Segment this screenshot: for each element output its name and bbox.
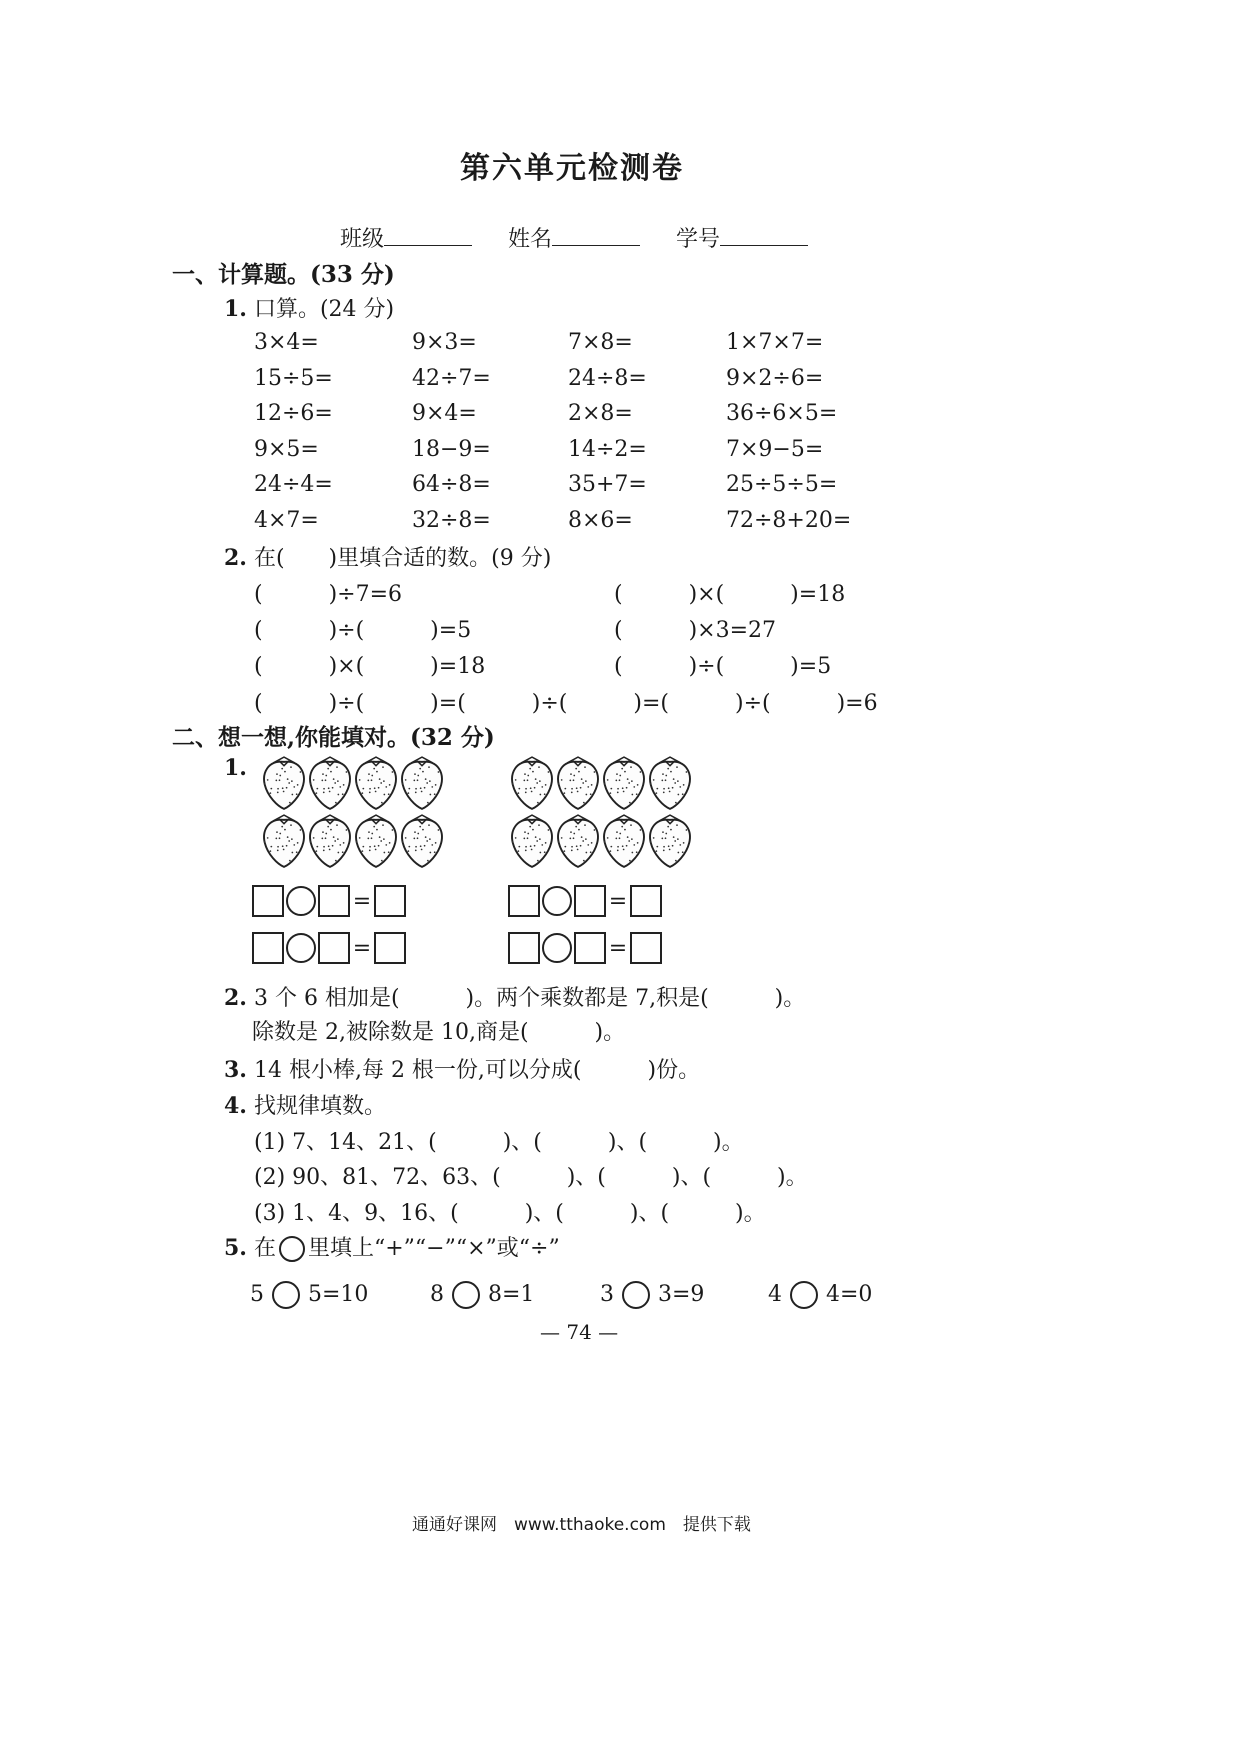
oral-problem[interactable]: 72÷8+20= [726, 507, 852, 533]
answer-box[interactable] [508, 885, 540, 917]
equals-sign: = [352, 935, 372, 961]
s2-q2 [224, 981, 805, 1012]
page-title: 第六单元检测卷 [460, 151, 684, 186]
s2-q5-label: 5. [224, 1235, 247, 1261]
s2-q4-label: 4. [224, 1093, 247, 1119]
circle-icon [279, 1236, 305, 1262]
s2-q3-text[interactable]: 14 根小棒,每 2 根一份,可以分成( )份。 [253, 1058, 701, 1083]
oral-problem[interactable]: 3×4= [254, 330, 319, 355]
s2-q4-title: 找规律填数。 [253, 1094, 386, 1119]
name-label: 姓名 [508, 227, 553, 252]
operand-left: 8 [430, 1282, 444, 1307]
fill-problem[interactable]: ( )×( )=18 [254, 654, 486, 679]
operator-circle[interactable] [542, 886, 572, 916]
operand-right: 3=9 [658, 1282, 705, 1307]
fill-problem[interactable]: ( )÷( )=5 [614, 654, 832, 679]
fill-problem[interactable]: ( )×3=27 [614, 618, 777, 643]
operand-left: 4 [768, 1282, 782, 1307]
equals-sign: = [608, 935, 628, 961]
strawberry-icon [600, 812, 648, 870]
oral-problem[interactable]: 36÷6×5= [726, 401, 838, 426]
oral-problem[interactable]: 24÷4= [254, 472, 333, 497]
oral-problem[interactable]: 9×2÷6= [726, 365, 824, 391]
s1-q2-header [224, 541, 551, 572]
answer-box[interactable] [574, 885, 606, 917]
oral-problem[interactable]: 9×3= [412, 330, 477, 355]
fill-problem[interactable]: ( )×( )=18 [614, 582, 846, 607]
operator-circle[interactable] [542, 933, 572, 963]
oral-problem[interactable]: 1×7×7= [726, 330, 824, 355]
strawberry-icon [646, 754, 694, 812]
oral-problem[interactable]: 9×5= [254, 436, 319, 462]
oral-problem[interactable]: 9×4= [412, 401, 477, 426]
s2-q2-label: 2. [224, 985, 247, 1011]
oral-problem[interactable]: 25÷5÷5= [726, 472, 838, 497]
s2-q2-line1[interactable]: 3 个 6 相加是( )。两个乘数都是 7,积是( )。 [253, 986, 806, 1011]
strawberry-icon [554, 812, 602, 870]
operand-left: 3 [600, 1282, 614, 1307]
section-2-heading: 二、想一想,你能填对。(32 分) [172, 724, 495, 751]
oral-problem[interactable]: 7×9−5= [726, 436, 824, 462]
box-equation [508, 885, 662, 917]
oral-problem[interactable]: 32÷8= [412, 507, 491, 533]
box-equation [508, 932, 662, 964]
oral-problem[interactable]: 12÷6= [254, 401, 333, 426]
box-equation [252, 885, 406, 917]
page-number: — 74 — [540, 1320, 619, 1344]
name-field[interactable] [552, 223, 640, 246]
oral-problem[interactable]: 24÷8= [568, 365, 647, 391]
strawberry-icon [306, 754, 354, 812]
strawberry-icon [398, 812, 446, 870]
id-field[interactable] [720, 223, 808, 246]
answer-box[interactable] [508, 932, 540, 964]
operator-circle[interactable] [452, 1281, 480, 1309]
answer-box[interactable] [252, 885, 284, 917]
s2-q1-label: 1. [224, 755, 247, 781]
s2-q3-label: 3. [224, 1057, 247, 1083]
operator-circle[interactable] [790, 1281, 818, 1309]
fill-problem[interactable]: ( )÷( )=5 [254, 618, 472, 643]
answer-box[interactable] [374, 885, 406, 917]
oral-problem[interactable]: 42÷7= [412, 365, 491, 391]
s2-q5-post: 里填上“+”“−”“×”或“÷” [307, 1236, 560, 1261]
s1-q1-header [224, 292, 394, 323]
s2-q4 [224, 1089, 386, 1120]
operator-circle[interactable] [622, 1281, 650, 1309]
answer-box[interactable] [318, 885, 350, 917]
class-field[interactable] [384, 223, 472, 246]
s1-q2-title: 在( )里填合适的数。(9 分) [253, 546, 552, 571]
strawberry-icon [352, 754, 400, 812]
s2-q5-pre: 在 [253, 1236, 276, 1261]
answer-box[interactable] [574, 932, 606, 964]
id-label: 学号 [676, 227, 721, 252]
strawberry-icon [554, 754, 602, 812]
strawberry-icon [508, 754, 556, 812]
answer-box[interactable] [630, 932, 662, 964]
oral-problem[interactable]: 4×7= [254, 507, 319, 533]
answer-box[interactable] [252, 932, 284, 964]
s2-q5 [224, 1231, 560, 1262]
operator-circle[interactable] [286, 886, 316, 916]
oral-problem[interactable]: 8×6= [568, 507, 633, 533]
oral-problem[interactable]: 14÷2= [568, 436, 647, 462]
equals-sign: = [352, 888, 372, 914]
operator-circle[interactable] [272, 1281, 300, 1309]
oral-problem[interactable]: 18−9= [412, 436, 491, 462]
fill-last-row[interactable]: ( )÷( )=( )÷( )=( )÷( )=6 [254, 691, 878, 716]
oral-problem[interactable]: 7×8= [568, 330, 633, 355]
pattern-item-2[interactable]: (2) 90、81、72、63、( )、( )、( )。 [254, 1165, 808, 1190]
s2-q3 [224, 1053, 700, 1084]
oral-problem[interactable]: 2×8= [568, 401, 633, 426]
operator-problem [768, 1281, 872, 1309]
oral-problem[interactable]: 64÷8= [412, 472, 491, 497]
strawberry-icon [646, 812, 694, 870]
operator-problem [430, 1281, 534, 1309]
box-equation [252, 932, 406, 964]
strawberry-icon [260, 754, 308, 812]
student-info [340, 222, 808, 253]
answer-box[interactable] [630, 885, 662, 917]
operator-problem [600, 1281, 704, 1309]
operand-right: 5=10 [308, 1282, 369, 1307]
pattern-item-1[interactable]: (1) 7、14、21、( )、( )、( )。 [254, 1130, 744, 1155]
oral-problem[interactable]: 15÷5= [254, 365, 333, 391]
operand-right: 8=1 [488, 1282, 535, 1307]
answer-box[interactable] [318, 932, 350, 964]
pattern-item-3[interactable]: (3) 1、4、9、16、( )、( )、( )。 [254, 1201, 766, 1226]
s1-q1-title: 口算。(24 分) [253, 297, 395, 322]
strawberry-icon [260, 812, 308, 870]
answer-box[interactable] [374, 932, 406, 964]
strawberry-icon [398, 754, 446, 812]
strawberry-icon [600, 754, 648, 812]
operand-left: 5 [250, 1282, 264, 1307]
footer-text: 通通好课网 www.tthaoke.com 提供下载 [412, 1515, 751, 1535]
s1-q2-label: 2. [224, 545, 247, 571]
class-label: 班级 [340, 227, 385, 252]
operator-problem [250, 1281, 368, 1309]
strawberry-icon [352, 812, 400, 870]
oral-problem[interactable]: 35+7= [568, 472, 647, 497]
equals-sign: = [608, 888, 628, 914]
s2-q2-line2[interactable]: 除数是 2,被除数是 10,商是( )。 [252, 1020, 626, 1045]
section-1-heading: 一、计算题。(33 分) [172, 261, 395, 288]
fill-problem[interactable]: ( )÷7=6 [254, 582, 403, 607]
operator-circle[interactable] [286, 933, 316, 963]
s1-q1-label: 1. [224, 296, 247, 322]
operand-right: 4=0 [826, 1282, 873, 1307]
strawberry-icon [306, 812, 354, 870]
strawberry-icon [508, 812, 556, 870]
